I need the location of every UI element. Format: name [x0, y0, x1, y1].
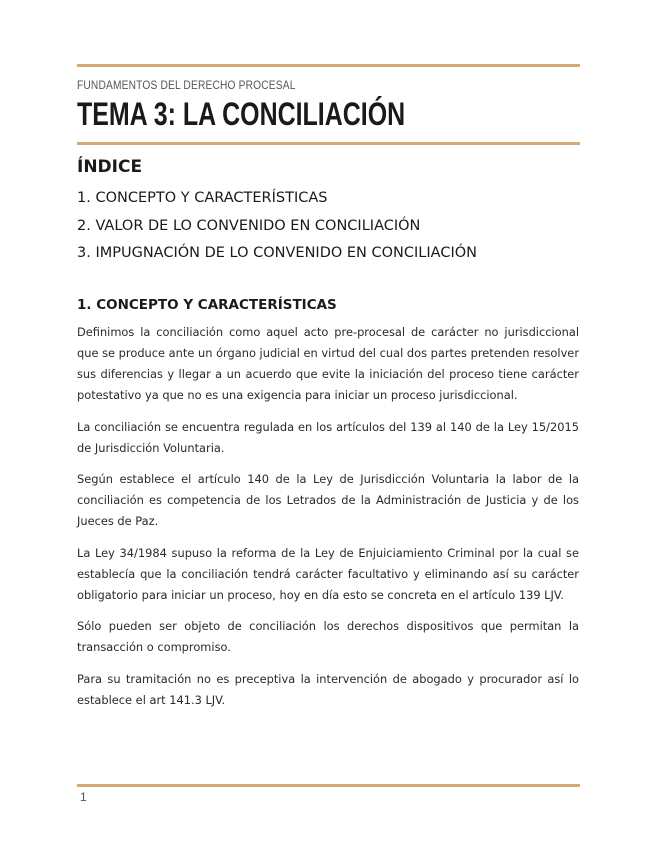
- paragraph-object: Sólo pueden ser objeto de conciliación los derechos dispositivos que permitan la transacción o compromiso.: [77, 619, 579, 654]
- index-item-valor: 2. VALOR DE LO CONVENIDO EN CONCILIACIÓN: [77, 217, 421, 234]
- index-item-impugnacion: 3. IMPUGNACIÓN DE LO CONVENIDO EN CONCILIACIÓN: [77, 245, 477, 261]
- document-title: TEMA 3: LA CONCILIACIÓN: [77, 96, 406, 132]
- paragraph-reform: La Ley 34/1984 supuso la reforma de la Ley de Enjuiciamiento Criminal por la cual se establecía que la conciliación tendrá carácter facultativo y eliminando así su carácter obligatorio para iniciar un proceso, hoy en día esto se concreta en el artículo 139 LJV.: [77, 545, 579, 602]
- section-heading: 1. CONCEPTO Y CARACTERÍSTICAS: [77, 297, 337, 313]
- subject-label: FUNDAMENTOS DEL DERECHO PROCESAL: [77, 78, 296, 92]
- paragraph-definition: Definimos la conciliación como aquel acto pre-procesal de carácter no jurisdiccional que se produce ante un órgano judicial en virtud del cual dos partes pretenden resolver sus diferencias y llegar a un acuerdo que evite la iniciación del proceso tiene carácter potestativo ya que no es una exigencia para iniciar un proceso jurisdiccional.: [77, 325, 579, 402]
- page-number: 1: [80, 790, 87, 804]
- footer-rule: [77, 784, 580, 787]
- index-heading: ÍNDICE: [77, 157, 143, 177]
- paragraph-regulation: La conciliación se encuentra regulada en los artículos del 139 al 140 de la Ley 15/2015 de Jurisdicción Voluntaria.: [77, 419, 579, 455]
- section-body: [77, 322, 579, 721]
- index-list: [77, 188, 477, 271]
- index-item-concepto: 1. CONCEPTO Y CARACTERÍSTICAS: [77, 190, 328, 206]
- paragraph-competence: Según establece el artículo 140 de la Ley de Jurisdicción Voluntaria la labor de la conciliación es competencia de los Letrados de la Administración de Justicia y de los Jueces de Paz.: [77, 472, 579, 528]
- paragraph-procedure: Para su tramitación no es preceptiva la intervención de abogado y procurador así lo establece el art 141.3 LJV.: [77, 671, 579, 707]
- header-top-rule: [77, 64, 580, 67]
- header-bottom-rule: [77, 142, 580, 145]
